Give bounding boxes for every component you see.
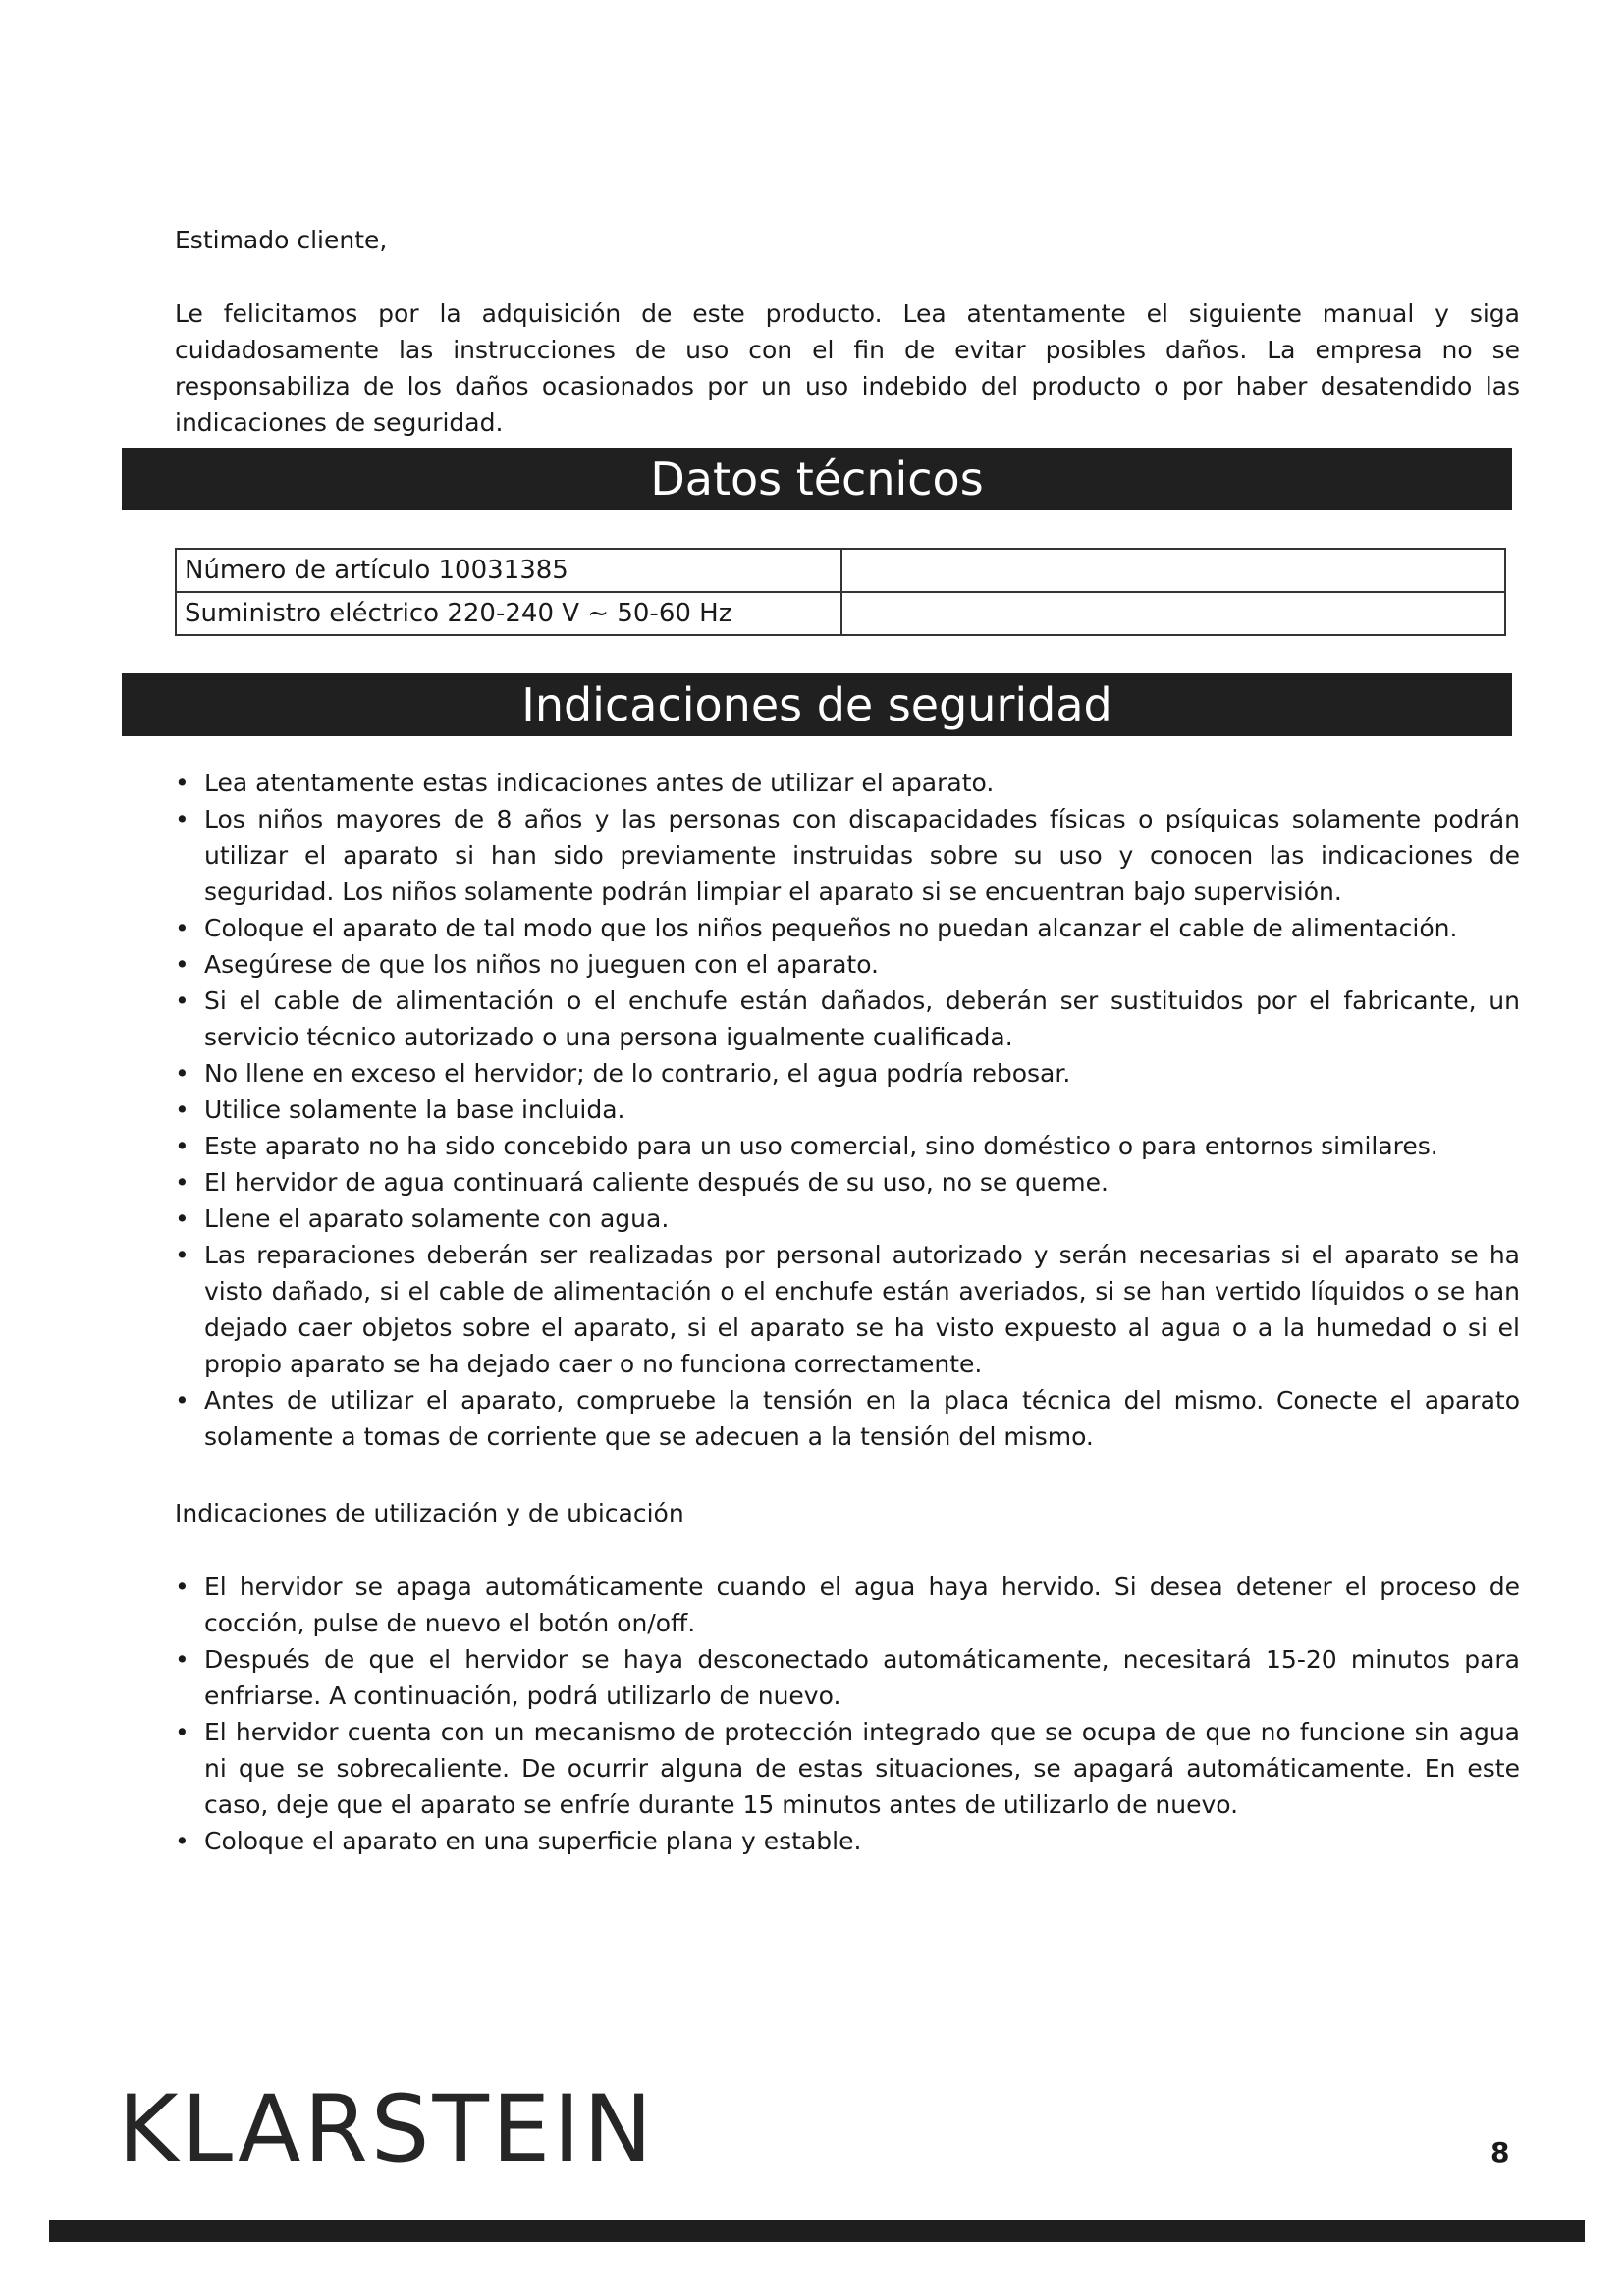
list-item: • Si el cable de alimentación o el enchufe están dañados, deberán ser sustituidos por el fabricante, un servicio técnico autorizado o una persona igualmente cualificada. bbox=[175, 983, 1520, 1055]
list-item: • Llene el aparato solamente con agua. bbox=[175, 1201, 1520, 1237]
brand-logo: KLARSTEIN bbox=[118, 2076, 656, 2183]
list-item: • Coloque el aparato de tal modo que los niños pequeños no puedan alcanzar el cable de alimentación. bbox=[175, 910, 1520, 946]
table-cell-value bbox=[841, 592, 1505, 635]
list-item: • Los niños mayores de 8 años y las personas con discapacidades físicas o psíquicas solamente podrán utilizar el aparato si han sido previamente instruidas sobre su uso y conocen las indicaciones de seguridad. Los niños solamente podrán limpiar el aparato si se encuentran bajo supervisión. bbox=[175, 801, 1520, 910]
page-number: 8 bbox=[1490, 2136, 1510, 2168]
list-item: • Las reparaciones deberán ser realizadas por personal autorizado y serán necesarias si el aparato se ha visto dañado, si el cable de alimentación o el enchufe están averiados, si se han vertido líquidos o se han dejado caer objetos sobre el aparato, si el aparato se ha visto expuesto al agua o a la humedad o si el propio aparato se ha dejado caer o no funciona correctamente. bbox=[175, 1237, 1520, 1382]
list-item: • El hervidor cuenta con un mecanismo de protección integrado que se ocupa de que no funcione sin agua ni que se sobrecaliente. De ocurrir alguna de estas situaciones, se apagará automáticamente. En este caso, deje que el aparato se enfríe durante 15 minutos antes de utilizarlo de nuevo. bbox=[175, 1714, 1520, 1823]
table-cell-label: Número de artículo 10031385 bbox=[176, 549, 841, 592]
table-row bbox=[176, 549, 1505, 592]
table-row bbox=[176, 592, 1505, 635]
safety-list bbox=[175, 765, 1520, 1455]
table-cell-value bbox=[841, 549, 1505, 592]
list-item: • Asegúrese de que los niños no jueguen con el aparato. bbox=[175, 946, 1520, 983]
list-item: • Después de que el hervidor se haya desconectado automáticamente, necesitará 15-20 minutos para enfriarse. A continuación, podrá utilizarlo de nuevo. bbox=[175, 1641, 1520, 1714]
greeting: Estimado cliente, bbox=[175, 226, 388, 254]
intro-paragraph: Le felicitamos por la adquisición de este producto. Lea atentamente el siguiente manual y siga cuidadosamente las instrucciones de uso con el fin de evitar posibles daños. La empresa no se responsabiliza de los daños ocasionados por un uso indebido del producto o por haber desatendido las indicaciones de seguridad. bbox=[175, 299, 1520, 437]
list-item: • El hervidor se apaga automáticamente cuando el agua haya hervido. Si desea detener el proceso de cocción, pulse de nuevo el botón on/off. bbox=[175, 1569, 1520, 1641]
usage-list bbox=[175, 1569, 1520, 1859]
list-item: • Lea atentamente estas indicaciones antes de utilizar el aparato. bbox=[175, 765, 1520, 801]
list-item: • Utilice solamente la base incluida. bbox=[175, 1092, 1520, 1128]
list-item: • Este aparato no ha sido concebido para un uso comercial, sino doméstico o para entornos similares. bbox=[175, 1128, 1520, 1164]
usage-heading: Indicaciones de utilización y de ubicación bbox=[175, 1499, 684, 1527]
list-item: • El hervidor de agua continuará caliente después de su uso, no se queme. bbox=[175, 1164, 1520, 1201]
list-item: • No llene en exceso el hervidor; de lo contrario, el agua podría rebosar. bbox=[175, 1055, 1520, 1092]
technical-data-table bbox=[175, 548, 1506, 636]
table-cell-label: Suministro eléctrico 220-240 V ~ 50-60 Hz bbox=[176, 592, 841, 635]
footer-bar bbox=[49, 2220, 1585, 2242]
list-item: • Coloque el aparato en una superficie plana y estable. bbox=[175, 1823, 1520, 1859]
section-header-safety: Indicaciones de seguridad bbox=[122, 673, 1512, 736]
list-item: • Antes de utilizar el aparato, compruebe la tensión en la placa técnica del mismo. Conecte el aparato solamente a tomas de corriente que se adecuen a la tensión del mismo. bbox=[175, 1382, 1520, 1455]
section-header-technical-data: Datos técnicos bbox=[122, 448, 1512, 510]
